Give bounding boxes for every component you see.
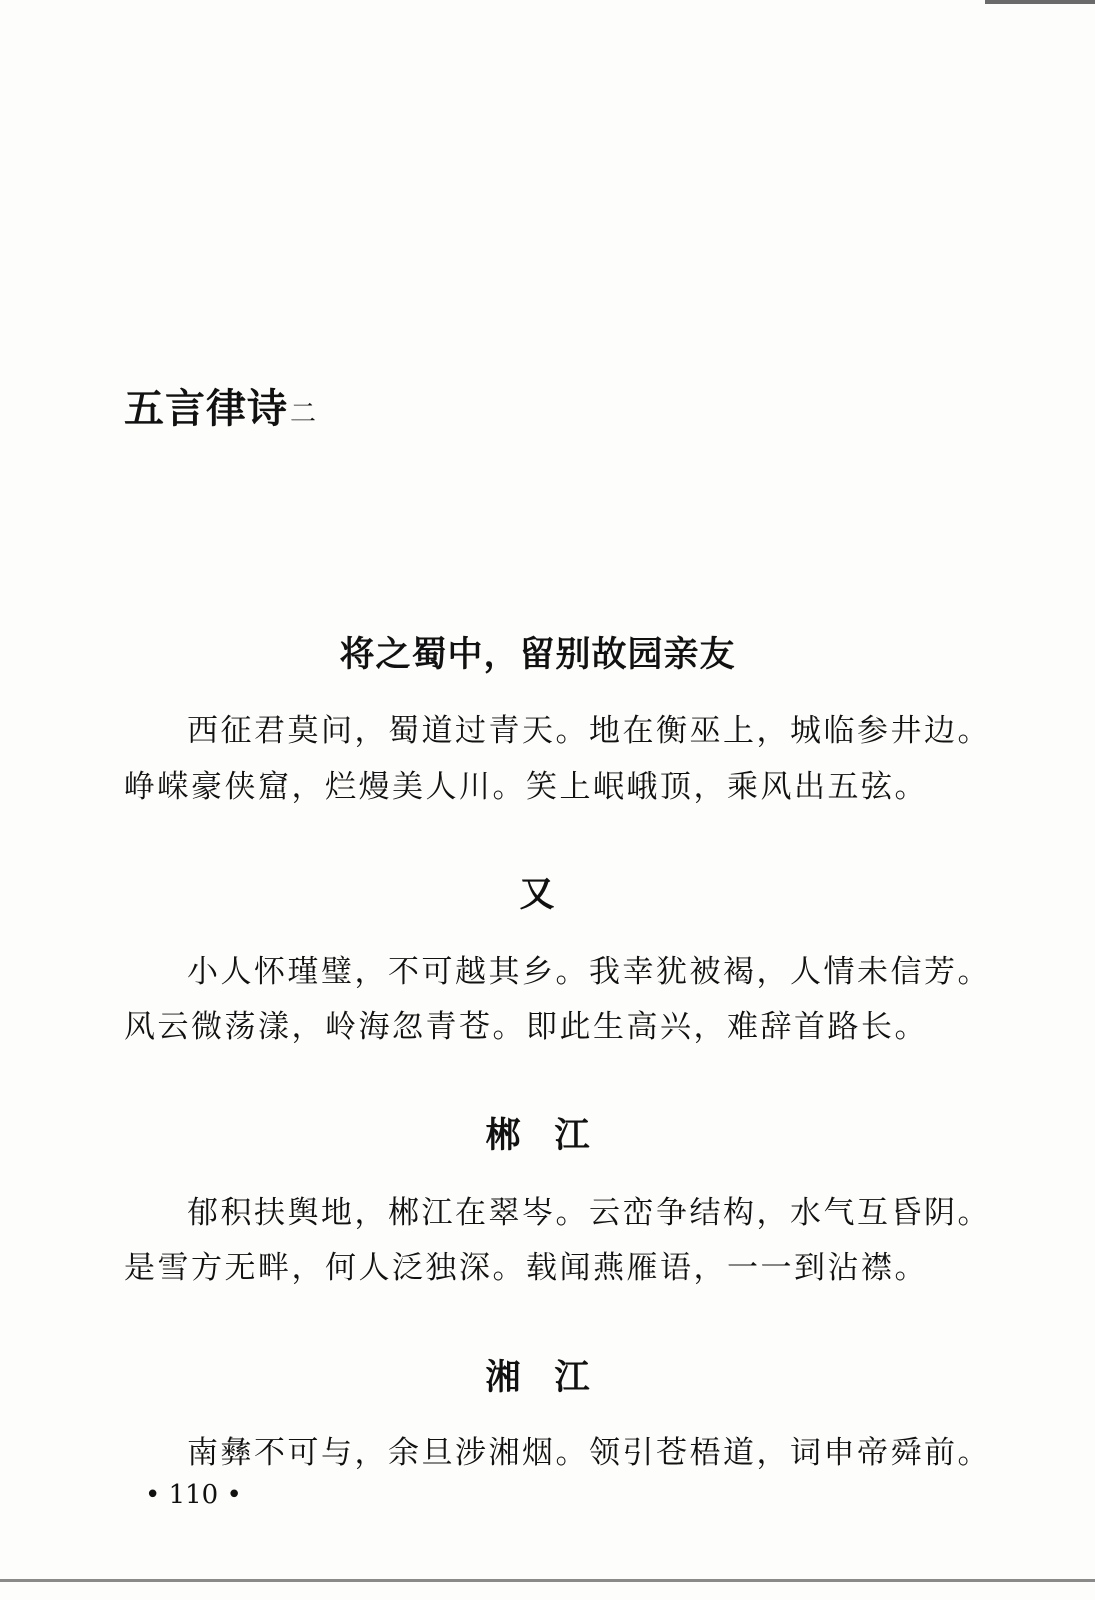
- poem-title: 湘江: [485, 1357, 624, 1398]
- page-number: • 110 •: [145, 1480, 242, 1510]
- poem-line: 风云微荡漾，岭海忽青苍。即此生高兴，难辞首路长。: [124, 1009, 928, 1045]
- poem-title: 郴江: [485, 1115, 624, 1156]
- poem-title: 又: [519, 874, 556, 915]
- poem-line: 峥嵘豪侠窟，烂熳美人川。笑上岷峨顶，乘风出五弦。: [124, 769, 928, 805]
- poem-line: 南彝不可与，余旦涉湘烟。领引苍梧道，词申帝舜前。: [187, 1435, 991, 1471]
- section-title-text: 五言律诗: [124, 385, 288, 432]
- bottom-edge-rule: [0, 1579, 1095, 1582]
- section-title: [124, 383, 317, 440]
- poem-title: 将之蜀中，留别故园亲友: [339, 634, 736, 675]
- top-edge-rule: [985, 0, 1095, 4]
- poem-line: 小人怀瑾璧，不可越其乡。我幸犹被褐，人情未信芳。: [187, 954, 991, 990]
- poem-line: 是雪方无畔，何人泛独深。载闻燕雁语，一一到沾襟。: [124, 1250, 928, 1286]
- poem-line: 郁积扶舆地，郴江在翠岑。云峦争结构，水气互昏阴。: [187, 1195, 991, 1231]
- poem-line: 西征君莫问，蜀道过青天。地在衡巫上，城临参井边。: [187, 713, 991, 749]
- section-number: 二: [290, 399, 318, 429]
